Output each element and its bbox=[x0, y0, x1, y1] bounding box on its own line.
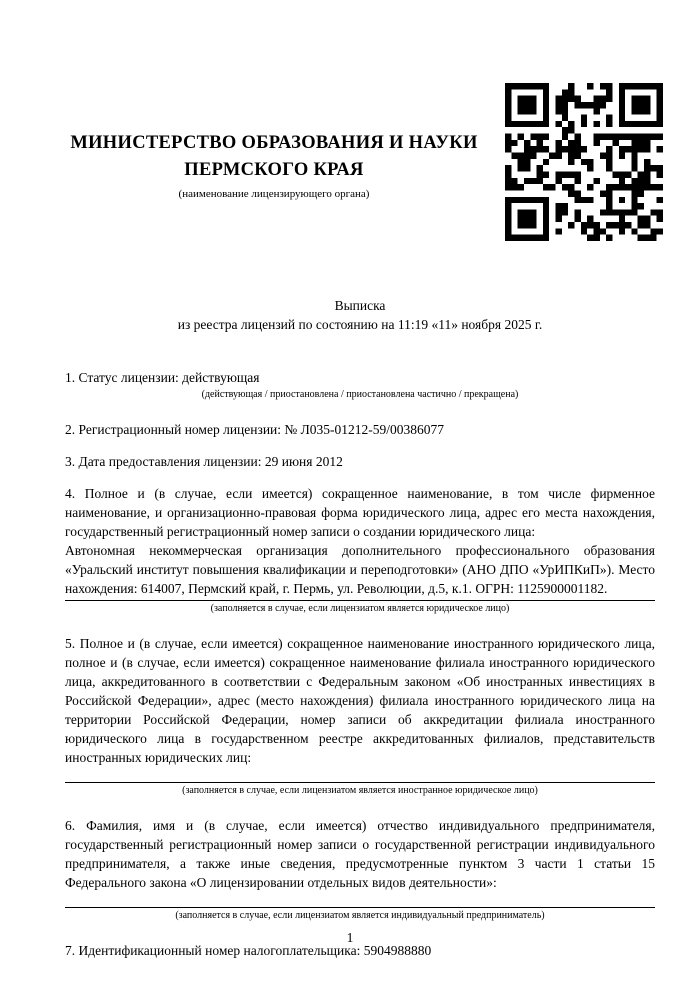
item-1-text: 1. Статус лицензии: действующая bbox=[65, 370, 260, 385]
fill-in-line-individual-entrepreneur bbox=[65, 907, 655, 908]
ministry-name-line1: МИНИСТЕРСТВО ОБРАЗОВАНИЯ И НАУКИ bbox=[70, 133, 478, 153]
qr-code-image bbox=[505, 83, 663, 241]
ministry-name-line2: ПЕРМСКОГО КРАЯ bbox=[184, 160, 364, 180]
qr-code bbox=[505, 83, 663, 241]
item-2-registration-number bbox=[65, 420, 655, 439]
item-5-text: 5. Полное и (в случае, если имеется) сокращенное наименование иностранного юридического лица, полное и (в случае, если имеется) сокращенное наименование филиала иностранного юридического лица, аккредитованного в соответствии с Федеральным законом «Об иностранных инвестициях в Российской Федерации», адрес (место нахождения) филиала иностранного юридического лица на территории Российской Федерации, номер записи об аккредитации филиала иностранного юридического лица в государственном реестре аккредитованных филиалов, представительств иностранных юридических лиц: bbox=[65, 636, 655, 765]
item-4-text: 4. Полное и (в случае, если имеется) сокращенное наименование, в том числе фирменное наименование, и организационно-правовая форма юридического лица, адрес его места нахождения, государственный регистрационный номер записи о создании юридического лица: bbox=[65, 486, 655, 539]
item-4-value: Автономная некоммерческая организация дополнительного профессионального образования «Уральский институт повышения квалификации и переподготовки» (АНО ДПО «УрИПКиП»). Место нахождения: 614007, Пермский край, г. Пермь, ул. Революции, д.5, к.1. ОГРН: 1125900001182. bbox=[65, 543, 655, 596]
licensing-authority-block bbox=[58, 130, 490, 201]
item-6-individual-entrepreneur bbox=[65, 816, 655, 922]
item-1-license-status bbox=[65, 368, 655, 401]
licensing-authority-caption: (наименование лицензирующего органа) bbox=[178, 188, 370, 200]
fill-in-line-legal-entity bbox=[65, 600, 655, 601]
item-3-text: 3. Дата предоставления лицензии: 29 июня 2012 bbox=[65, 454, 343, 469]
item-1-options-note: (действующая / приостановлена / приостановлена частично / прекращена) bbox=[201, 389, 519, 400]
item-4-legal-entity bbox=[65, 484, 655, 615]
item-5-foreign-entity bbox=[65, 634, 655, 797]
fill-in-line-foreign-entity bbox=[65, 782, 655, 783]
document-title bbox=[65, 296, 655, 334]
document-header bbox=[0, 0, 700, 290]
document-title-line1: Выписка bbox=[334, 298, 386, 313]
item-2-text: 2. Регистрационный номер лицензии: № Л035-01212-59/00386077 bbox=[65, 422, 445, 437]
item-6-text: 6. Фамилия, имя и (в случае, если имеется) отчество индивидуального предпринимателя, государственный регистрационный номер записи о государственной регистрации индивидуального предпринимателя, а также иные сведения, предусмотренные пунктом 3 части 1 статьи 15 Федерального закона «О лицензировании отдельных видов деятельности»: bbox=[65, 818, 655, 890]
document-title-line2: из реестра лицензий по состоянию на 11:19 «11» ноября 2025 г. bbox=[177, 317, 543, 332]
item-3-license-date bbox=[65, 452, 655, 471]
page-number: 1 bbox=[346, 930, 354, 945]
item-7-text: 7. Идентификационный номер налогоплательщика: 5904988880 bbox=[65, 943, 432, 958]
item-4-note: (заполняется в случае, если лицензиатом является юридическое лицо) bbox=[210, 603, 510, 614]
item-6-note: (заполняется в случае, если лицензиатом является индивидуальный предприниматель) bbox=[175, 910, 545, 921]
item-5-note: (заполняется в случае, если лицензиатом является иностранное юридическое лицо) bbox=[182, 785, 538, 796]
document-body bbox=[65, 296, 655, 960]
